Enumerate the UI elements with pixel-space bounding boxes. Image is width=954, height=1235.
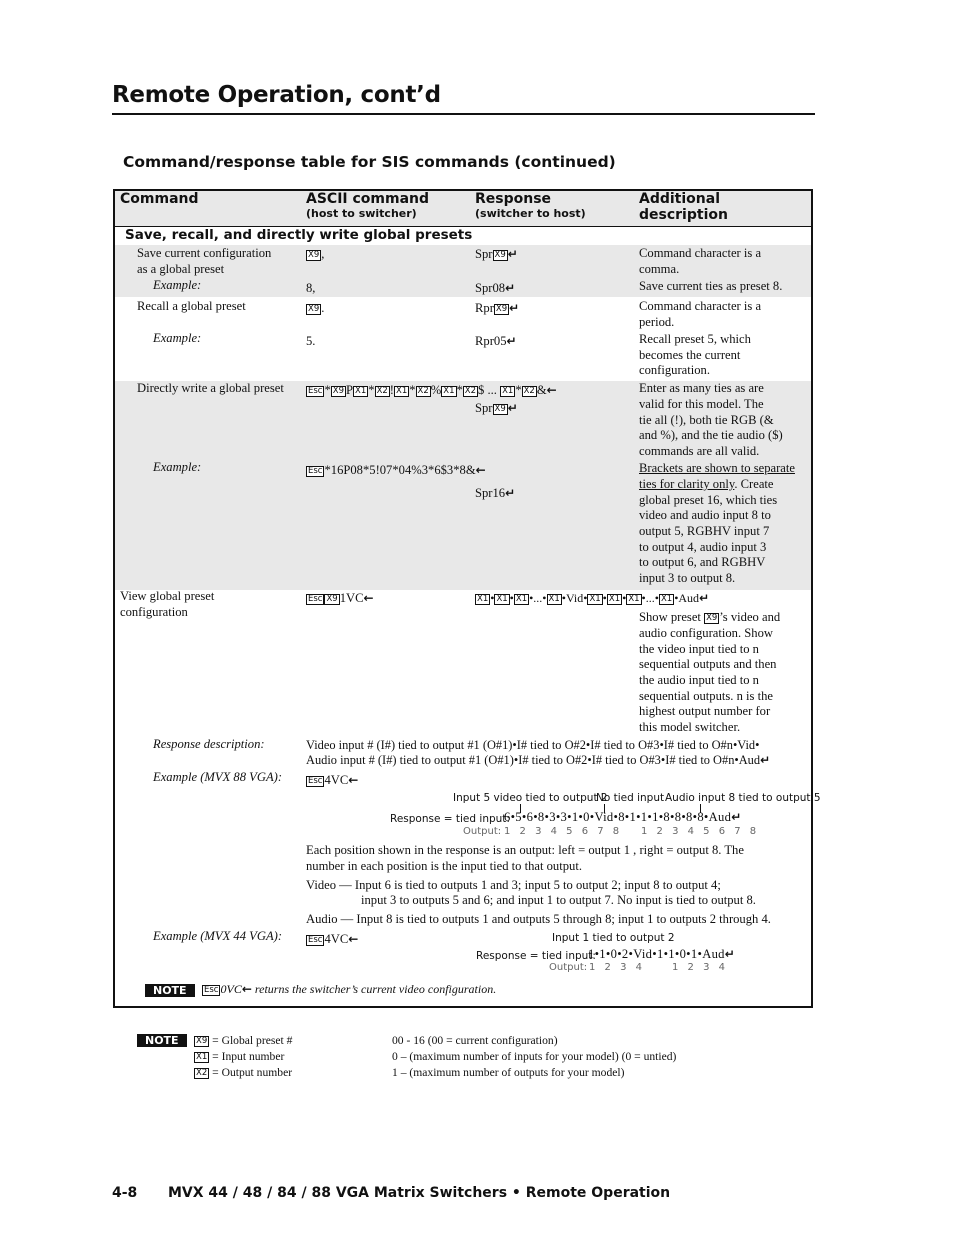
view-response: X1 • X1 • X1 •...• X1 •Vid• X1 • X1 • X1 •...• X1 •Aud↵ [477, 591, 710, 605]
save-response [475, 247, 518, 263]
write-example-desc-line-2 [639, 477, 774, 493]
x1-key: X1 [589, 594, 601, 604]
write-desc-2: valid for this model. The [639, 397, 764, 411]
left-arrow-icon: ← [546, 383, 557, 397]
ex44-resp-text: 1•1•0•2•Vid•1•1•0•1•Aud [588, 947, 725, 961]
legend-x1-name: = Input number [212, 1050, 285, 1063]
view-cmd-2: configuration [120, 605, 188, 619]
recall-desc-2: period. [639, 315, 675, 329]
x9-key: X9 [494, 250, 506, 260]
ex44-output-label: Output: [549, 962, 588, 973]
x9-key: X9 [495, 304, 508, 314]
return-icon: ↵ [506, 334, 517, 348]
header-description: description [639, 207, 728, 223]
write-example-ascii-text: *16P08*5!07*04%3*6$3*8& [324, 463, 476, 477]
ex44-resp [588, 947, 735, 963]
write-resp-prefix: Spr [475, 401, 493, 415]
write-example-desc-3: video and audio input 8 to [639, 508, 771, 522]
write-example-desc-5: to output 4, audio input 3 [639, 540, 767, 554]
write-example-desc-2: global preset 16, which ties [639, 493, 778, 507]
write-example-resp-text: Spr16 [475, 486, 506, 500]
write-cmd: Directly write a global preset [137, 381, 284, 395]
esc-key: Esc [308, 466, 323, 476]
recall-example-ascii: 5. [306, 334, 316, 348]
ex88-outputs-vid: 1 2 3 4 5 6 7 8 [504, 826, 623, 837]
group-title: Save, recall, and directly write global presets [125, 227, 473, 243]
x2-key: X2 [417, 386, 429, 396]
left-arrow-icon: ← [348, 773, 359, 787]
save-ascii [306, 247, 324, 263]
return-icon: ↵ [760, 753, 771, 767]
x1-key: X1 [196, 1052, 208, 1062]
write-example-ascii [306, 463, 486, 479]
legend-x9-name: = Global preset # [212, 1034, 293, 1047]
x1-key: X1 [628, 594, 640, 604]
esc-key: Esc [308, 776, 323, 786]
recall-example-label: Example: [153, 331, 202, 345]
ex88-ascii [306, 773, 358, 789]
write-example-desc-ul-2: ties for clarity only [639, 477, 735, 491]
return-icon: ↵ [505, 281, 516, 295]
write-response [475, 401, 518, 417]
header-ascii: ASCII command [306, 191, 430, 207]
ex44-resp-label: Response = tied input: [476, 950, 596, 962]
inner-note [202, 982, 496, 998]
x2-key: X2 [196, 1068, 208, 1078]
ex44-outputs-vid: 1 2 3 4 [589, 962, 645, 973]
write-example-desc-1: . Create [734, 477, 774, 491]
x1-key: X1 [502, 386, 514, 396]
write-example-desc-4: output 5, RGBHV input 7 [639, 524, 770, 538]
header-command: Command [120, 191, 199, 207]
x9-key: X9 [196, 1036, 208, 1046]
resp-desc-label: Response description: [153, 737, 265, 751]
recall-cmd: Recall a global preset [137, 299, 246, 313]
save-example-ascii: 8, [306, 281, 316, 295]
view-ascii [306, 591, 374, 607]
return-icon: ↵ [724, 947, 736, 961]
recall-ascii [306, 301, 324, 317]
legend-x2-name: = Output number [212, 1066, 293, 1079]
ex88-expl-1: Each position shown in the response is an output: left = output 1 , right = output 8. The [306, 843, 744, 857]
legend-note-badge: NOTE [137, 1034, 187, 1047]
save-example-resp [475, 281, 515, 297]
ex44-outputs-aud: 1 2 3 4 [672, 962, 728, 973]
ex88-callout-1: Input 5 video tied to output 2 [453, 792, 608, 804]
return-icon: ↵ [699, 591, 710, 605]
ex88-outputs-aud: 1 2 3 4 5 6 7 8 [641, 826, 760, 837]
write-example-label: Example: [153, 460, 202, 474]
view-resp-vid: Vid [565, 591, 584, 605]
header-response-sub: (switcher to host) [475, 207, 586, 220]
section-heading: Command/response table for SIS commands (continued) [123, 153, 616, 171]
save-example-desc: Save current ties as preset 8. [639, 279, 783, 293]
recall-example-resp [475, 334, 517, 350]
esc-key: Esc [308, 935, 323, 945]
x1-key: X1 [477, 594, 489, 604]
x9-key: X9 [706, 613, 718, 623]
write-example-desc-6: to output 6, and RGBHV [639, 555, 766, 569]
ex88-resp [504, 810, 742, 826]
save-cmd-1: Save current configuration [137, 246, 272, 260]
x1-key: X1 [443, 386, 455, 396]
view-desc-1: audio configuration. Show [639, 626, 773, 640]
write-desc-3: tie all (!), both tie RGB (& [639, 413, 774, 427]
x2-key: X2 [464, 386, 477, 396]
esc-key: Esc [204, 985, 219, 995]
write-example-desc-7: input 3 to output 8. [639, 571, 736, 585]
write-example-resp [475, 486, 515, 502]
view-desc-2: the video input tied to n [639, 642, 759, 656]
return-icon: ↵ [507, 247, 518, 261]
recall-example-desc-1: Recall preset 5, which [639, 332, 751, 346]
recall-response [475, 301, 519, 317]
write-desc-1: Enter as many ties as are [639, 381, 764, 395]
ex88-audio: Audio — Input 8 is tied to outputs 1 and outputs 5 through 8; input 1 to outputs 2 through 4. [306, 912, 771, 926]
resp-desc-2 [306, 753, 770, 769]
x1-key: X1 [396, 386, 408, 396]
title-rule [112, 113, 815, 115]
x9-key: X9 [308, 304, 320, 314]
x2-key: X2 [523, 386, 535, 396]
ex88-video-2: input 3 to outputs 5 and 6; and input 1 to output 7. No input is tied to output 8. [361, 893, 756, 907]
ex88-callout-3: Audio input 8 tied to output 5 [665, 792, 821, 804]
recall-ascii-suffix: . [321, 301, 325, 315]
legend-x9-value: 00 - 16 (00 = current configuration) [392, 1034, 558, 1047]
return-icon: ↵ [507, 401, 518, 415]
ex88-resp-text: 6•5•6•8•3•3•1•0•Vid•8•1•1•1•8•8•8•8•Aud [504, 810, 732, 824]
save-cmd-2: as a global preset [137, 262, 225, 276]
return-icon: ↵ [731, 810, 742, 824]
return-icon: ↵ [509, 301, 520, 315]
x9-key: X9 [494, 404, 506, 414]
ex88-callout-2: No tied input [596, 792, 665, 804]
inner-note-cmd: 0VC [220, 982, 242, 996]
ex88-label: Example (MVX 88 VGA): [153, 770, 283, 784]
footer-page-number: 4-8 [112, 1185, 138, 1201]
header-additional: Additional [639, 191, 720, 207]
view-desc-post: ’s video and [719, 610, 781, 624]
write-ascii-p: P [346, 383, 354, 397]
return-icon: ↵ [505, 486, 516, 500]
x9-key: X9 [332, 386, 345, 396]
write-desc-5: commands are all valid. [639, 444, 760, 458]
header-ascii-sub: (host to switcher) [306, 207, 417, 220]
recall-example-desc-2: becomes the current [639, 348, 741, 362]
ex88-output-label: Output: [463, 826, 502, 837]
write-desc-4: and %), and the tie audio ($) [639, 428, 783, 442]
view-desc-3: sequential outputs and then [639, 657, 777, 671]
esc-key: Esc [308, 386, 323, 396]
view-resp-aud: Aud [678, 591, 700, 605]
save-desc-1: Command character is a [639, 246, 762, 260]
view-desc-6: highest output number for [639, 704, 771, 718]
write-ascii: Esc * X9 P X1 * X2 ! X1 * X2 % X1 * X2 $ ... X1 * X2 &← [308, 383, 557, 397]
view-ascii-suffix: 1VC [339, 591, 364, 605]
recall-example-desc-3: configuration. [639, 363, 710, 377]
view-desc-4: the audio input tied to n [639, 673, 759, 687]
x9-key: X9 [326, 594, 338, 604]
resp-desc-1: Video input # (I#) tied to output #1 (O#1)•I# tied to O#2•I# tied to O#3•I# tied to O#n•Vid• [306, 738, 760, 752]
legend-x2-value: 1 – (maximum number of outputs for your model) [392, 1066, 625, 1079]
header-response: Response [475, 191, 552, 207]
ex88-video-1: Video — Input 6 is tied to outputs 1 and 3; input 5 to output 2; input 8 to output 4; [306, 878, 721, 892]
save-ascii-suffix: , [321, 247, 325, 261]
save-example-label: Example: [153, 278, 202, 292]
ex88-expl-2: number in each position is the input tied to that output. [306, 859, 582, 873]
x1-key: X1 [660, 594, 673, 604]
x9-key: X9 [308, 250, 320, 260]
save-desc-2: comma. [639, 262, 680, 276]
x1-key: X1 [608, 594, 621, 604]
left-arrow-icon: ← [363, 591, 374, 605]
save-resp-prefix: Spr [475, 247, 493, 261]
view-desc-pre: Show preset [639, 610, 701, 624]
ex88-ascii-text: 4VC [324, 773, 349, 787]
resp-desc-2-text: Audio input # (I#) tied to output #1 (O#1)•I# tied to O#2•I# tied to O#3•I# tied to O#n•Aud [306, 753, 761, 767]
left-arrow-icon: ← [348, 932, 359, 946]
recall-desc-1: Command character is a [639, 299, 762, 313]
view-desc-first [639, 610, 780, 626]
inner-note-rest: returns the switcher’s current video configuration. [251, 982, 497, 996]
x1-key: X1 [355, 386, 367, 396]
esc-key: Esc [308, 594, 323, 604]
x2-key: X2 [376, 386, 388, 396]
ex44-label: Example (MVX 44 VGA): [153, 929, 283, 943]
legend-item-x9 [194, 1033, 292, 1049]
x1-key: X1 [548, 594, 560, 604]
recall-resp-prefix: Rpr [475, 301, 494, 315]
write-ascii-tail: $ ... [478, 383, 497, 397]
ex44-ascii [306, 932, 358, 948]
ex88-resp-label: Response = tied input: [390, 813, 510, 825]
view-desc-5: sequential outputs. n is the [639, 689, 773, 703]
left-arrow-icon: ← [475, 463, 486, 477]
x1-key: X1 [496, 594, 508, 604]
view-cmd-1: View global preset [120, 589, 215, 603]
legend-item-x2 [194, 1065, 292, 1081]
save-example-resp-text: Spr08 [475, 281, 506, 295]
inner-note-badge: NOTE [145, 984, 195, 997]
footer-text: MVX 44 / 48 / 84 / 88 VGA Matrix Switchers • Remote Operation [168, 1185, 671, 1201]
page-title: Remote Operation, cont’d [112, 82, 441, 108]
ex44-ascii-text: 4VC [324, 932, 349, 946]
x1-key: X1 [515, 594, 528, 604]
left-arrow-icon: ← [241, 982, 252, 996]
legend-x1-value: 0 – (maximum number of inputs for your model) (0 = untied) [392, 1050, 677, 1063]
write-example-desc-ul-1: Brackets are shown to separate [639, 461, 795, 475]
legend-item-x1 [194, 1049, 284, 1065]
view-desc-7: this model switcher. [639, 720, 741, 734]
recall-example-resp-text: Rpr05 [475, 334, 507, 348]
ex44-callout: Input 1 tied to output 2 [552, 932, 675, 944]
